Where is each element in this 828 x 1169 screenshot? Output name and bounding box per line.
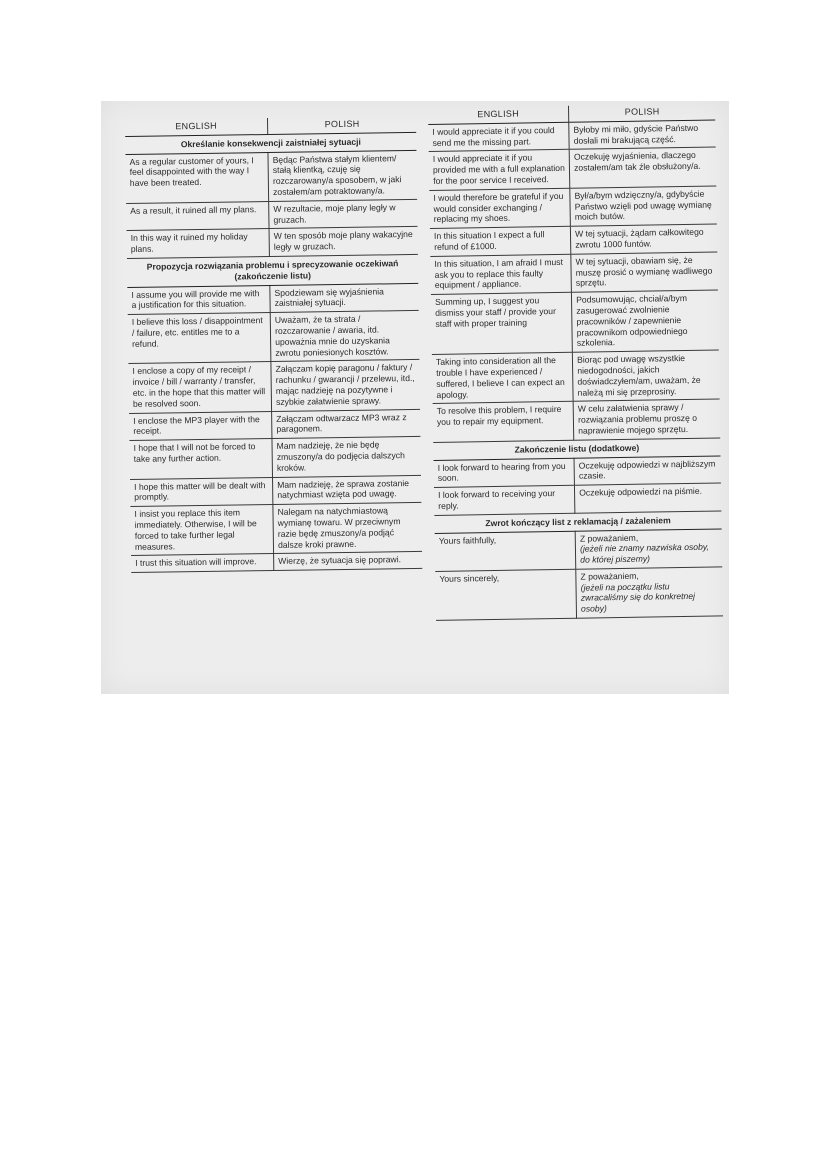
phrase-row xyxy=(127,227,418,259)
polish-phrase xyxy=(576,567,723,618)
polish-phrase-text: Załączam odtwarzacz MP3 wraz z paragonem. xyxy=(276,411,407,435)
phrase-row xyxy=(130,475,421,507)
polish-phrase xyxy=(273,475,422,505)
header-english: ENGLISH xyxy=(125,118,268,136)
english-phrase: As a result, it ruined all my plans. xyxy=(126,201,269,231)
phrase-row xyxy=(127,283,418,315)
phrase-row xyxy=(429,186,717,229)
phrase-row xyxy=(128,360,420,413)
polish-phrase-text: W celu załatwienia sprawy / rozwiązania problemu proszę o naprawienie mojego sprzętu. xyxy=(577,402,698,436)
polish-phrase-text: Będąc Państwa stałym klientem/ stałą klientką, czuję się rozczarowany/a sposobem, w jaki zostałem/am potraktowany/a. xyxy=(272,152,402,197)
section-heading: Określanie konsekwencji zaistniałej sytuacji xyxy=(125,132,416,154)
polish-phrase xyxy=(573,399,720,440)
polish-usage-note: (jeżeli nie znamy nazwiska osoby, do której piszemy) xyxy=(579,541,709,565)
section-heading: Propozycja rozwiązania problemu i sprecyzowanie oczekiwań (zakończenie listu) xyxy=(127,254,418,287)
polish-phrase xyxy=(272,437,421,477)
english-phrase: In this situation I expect a full refund of £1000. xyxy=(430,226,571,256)
header-polish: POLISH xyxy=(268,116,417,134)
header-polish: POLISH xyxy=(569,103,716,122)
polish-phrase xyxy=(574,455,721,485)
english-phrase: I assume you will provide me with a justification for this situation. xyxy=(127,285,270,315)
phrase-table-left xyxy=(125,116,422,573)
polish-phrase xyxy=(570,186,717,227)
polish-phrase-text: W ten sposób moje plany wakacyjne legły w gruzach. xyxy=(273,229,413,253)
phrase-row xyxy=(131,552,422,573)
polish-phrase xyxy=(270,311,419,362)
phrase-row xyxy=(431,290,719,354)
english-phrase: I would therefore be grateful if you would consider exchanging / replacing my shoes. xyxy=(429,188,570,229)
polish-phrase-text: Oczekuję odpowiedzi na piśmie. xyxy=(579,485,703,498)
header-english: ENGLISH xyxy=(428,106,569,125)
polish-phrase xyxy=(268,150,417,201)
english-phrase: I look forward to hearing from you soon. xyxy=(434,458,575,488)
phrase-row xyxy=(429,147,717,190)
phrase-row xyxy=(130,503,422,556)
english-phrase: I believe this loss / disappointment / failure, etc. entitles me to a refund. xyxy=(128,313,271,364)
english-phrase: In this situation, I am afraid I must ask you to replace this faulty equipment / appliance. xyxy=(430,254,571,295)
english-phrase: I enclose the MP3 player with the receipt. xyxy=(129,411,272,441)
polish-phrase xyxy=(270,283,419,313)
polish-phrase-text: Oczekuję odpowiedzi w najbliższym czasie. xyxy=(578,458,716,481)
polish-phrase-text: Byłoby mi miło, gdyście Państwo dosłali mi brakującą część. xyxy=(573,122,699,146)
polish-phrase-text: Mam nadzieję, że sprawa zostanie natychmiast wzięta pod uwagę. xyxy=(277,477,410,501)
phrase-row xyxy=(126,199,417,231)
phrase-row xyxy=(430,252,718,295)
polish-usage-note: (jeżeli na początku listu zwracaliśmy się do konkretnej osoby) xyxy=(580,580,696,614)
polish-phrase-text: W tej sytuacji, żądam całkowitego zwrotu 1000 funtów. xyxy=(575,226,704,250)
english-phrase: I would appreciate it if you could send me the missing part. xyxy=(428,122,569,152)
polish-phrase-text: Był/a/bym wdzięczny/a, gdybyście Państwo wzięli pod uwagę wymianę moich butów. xyxy=(574,188,712,223)
english-phrase: Yours faithfully, xyxy=(435,531,576,572)
polish-phrase xyxy=(271,360,420,411)
english-phrase: Yours sincerely, xyxy=(435,569,576,620)
section-heading: Zakończenie listu (dodatkowe) xyxy=(433,438,720,460)
polish-phrase-text: Mam nadzieję, że nie będę zmuszony/a do podjęcia dalszych kroków. xyxy=(276,439,405,473)
phrase-row xyxy=(435,528,723,571)
section-heading-row xyxy=(127,254,418,287)
polish-phrase xyxy=(274,552,423,571)
polish-phrase xyxy=(575,483,722,513)
polish-phrase xyxy=(572,290,719,352)
polish-phrase xyxy=(572,350,719,401)
polish-phrase xyxy=(571,252,718,293)
polish-phrase-text: Biorąc pod uwagę wszystkie niedogodności, jakich doświadczyłem/am, uważam, że należą mi się przeprosiny. xyxy=(577,353,701,398)
phrase-row xyxy=(125,150,417,203)
phrase-row xyxy=(129,437,421,479)
polish-phrase-text: W rezultacie, moje plany legły w gruzach. xyxy=(273,202,396,225)
polish-phrase xyxy=(273,503,422,554)
polish-phrase xyxy=(569,120,716,150)
polish-phrase xyxy=(272,409,421,439)
polish-phrase xyxy=(269,199,418,229)
english-phrase: I hope that I will not be forced to take any further action. xyxy=(129,439,272,479)
polish-phrase-text: Nalegam na natychmiastową wymianę towaru. W przeciwnym razie będę zmuszony/a podjąć dalsze kroki prawne. xyxy=(277,505,401,550)
english-phrase: I hope this matter will be dealt with promptly. xyxy=(130,477,273,507)
english-phrase: I would appreciate it if you provided me with a full explanation for the poor service I received. xyxy=(429,150,570,191)
polish-phrase-text: Z poważaniem, xyxy=(579,532,639,544)
polish-phrase-text: Podsumowując, chciał/a/bym zasugerować zwolnienie pracowników / zapewnienie pracownikom odpowiedniego szkolenia. xyxy=(576,293,688,349)
english-phrase: To resolve this problem, I require you to repair my equipment. xyxy=(433,402,574,443)
phrase-row xyxy=(129,409,420,441)
phrase-row xyxy=(432,350,720,404)
section-heading: Zwrot kończący list z reklamacją / zażaleniem xyxy=(434,511,721,533)
phrase-row xyxy=(128,311,420,364)
phrase-table-right xyxy=(428,103,723,621)
polish-phrase-text: Oczekuję wyjaśnienia, dlaczego zostałem/am tak źle obsłużony/a. xyxy=(573,150,701,173)
phrase-row xyxy=(433,399,721,442)
polish-phrase-text: Spodziewam się wyjaśnienia zaistniałej sytuacji. xyxy=(274,285,384,309)
polish-phrase-text: Załączam kopię paragonu / faktury / rachunku / gwarancji / przelewu, itd., mając nadzieję na pozytywne i szybkie załatwienie sprawy. xyxy=(275,362,415,407)
phrase-row xyxy=(435,567,723,621)
polish-phrase-text: W tej sytuacji, obawiam się, że muszę prosić o wymianę wadliwego sprzętu. xyxy=(575,254,713,289)
english-phrase: Taking into consideration all the trouble I have experienced / suffered, I believe I can expect an apology. xyxy=(432,352,573,403)
polish-phrase xyxy=(569,147,716,188)
english-phrase: I insist you replace this item immediately. Otherwise, I will be forced to take further legal measures. xyxy=(130,505,273,556)
polish-phrase xyxy=(571,224,718,254)
polish-phrase xyxy=(269,227,418,257)
english-phrase: As a regular customer of yours, I feel disappointed with the way I have been treated. xyxy=(125,152,268,203)
english-phrase: I look forward to receiving your reply. xyxy=(434,485,575,515)
english-phrase: I enclose a copy of my receipt / invoice / bill / warranty / transfer, etc. in the hope that this matter will be resolved soon. xyxy=(128,362,271,413)
polish-phrase-text: Z poważaniem, xyxy=(580,570,639,582)
english-phrase: Summing up, I suggest you dismiss your staff / provide your staff with proper training xyxy=(431,292,573,354)
polish-phrase-text: Uważam, że ta strata / rozczarowanie / awaria, itd. upoważnia mnie do uzyskania zwrotu poniesionych kosztów. xyxy=(274,313,390,358)
polish-phrase xyxy=(575,528,722,569)
polish-phrase-text: Wierzę, że sytuacja się poprawi. xyxy=(278,554,402,567)
english-phrase: In this way it ruined my holiday plans. xyxy=(127,229,270,259)
english-phrase: I trust this situation will improve. xyxy=(131,554,274,573)
